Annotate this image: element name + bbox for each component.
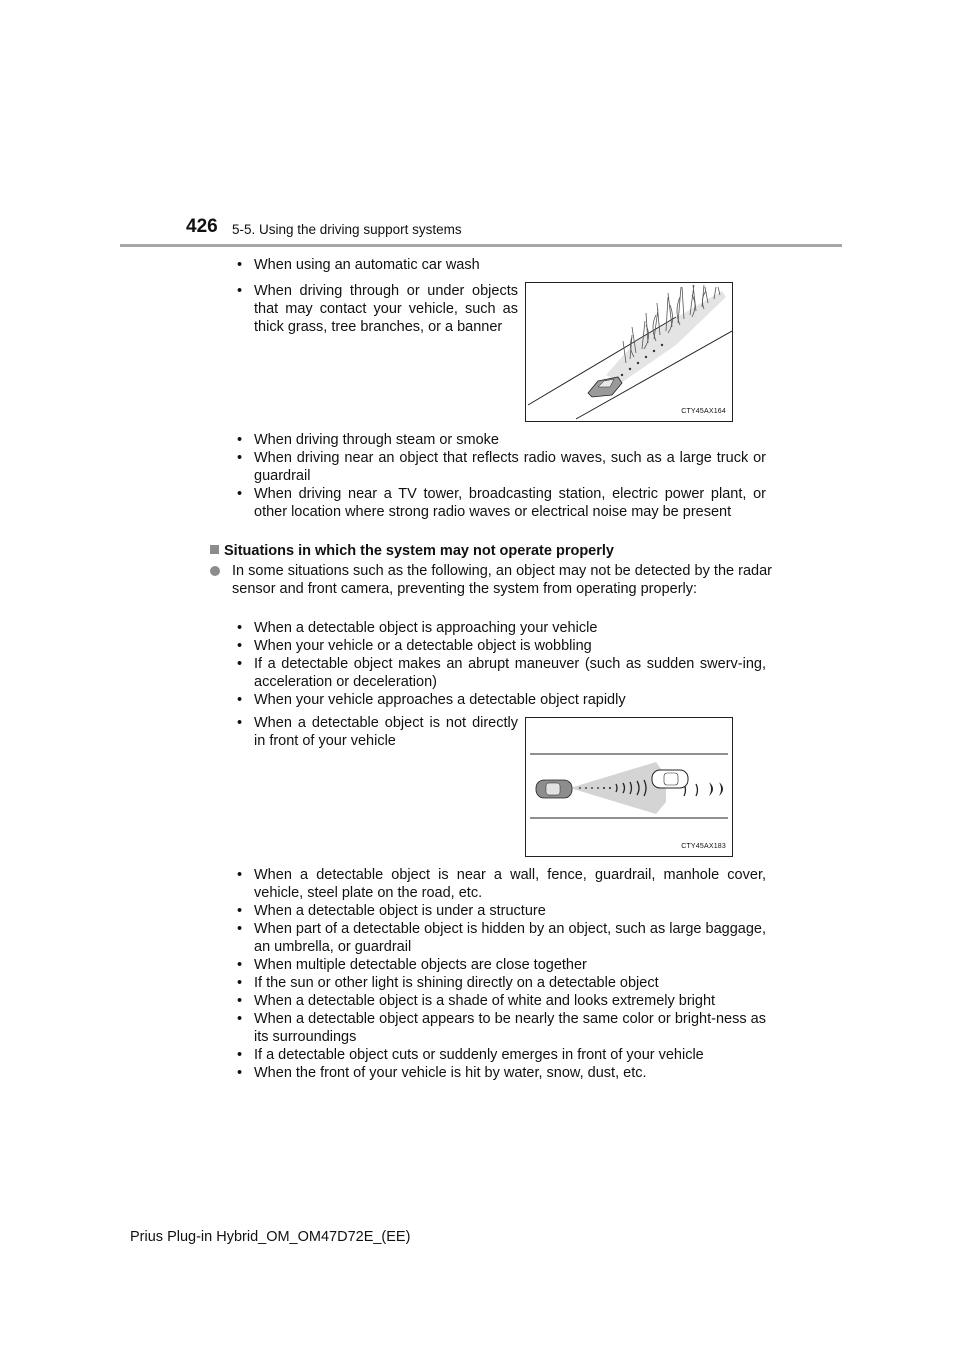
bullet-abrupt: • If a detectable object makes an abrupt maneuver (such as sudden swerv-ing, acceleration or deceleration) bbox=[232, 655, 766, 691]
figure-code: CTY45AX183 bbox=[681, 843, 726, 850]
bullet-approaching: • When a detectable object is approaching your vehicle bbox=[232, 619, 766, 637]
bullet-same-color: • When a detectable object appears to be nearly the same color or bright-ness as its surroundings bbox=[232, 1010, 766, 1046]
figure-grass-banner bbox=[525, 282, 733, 422]
bullet-radio-reflect: • When driving near an object that reflects radio waves, such as a large truck or guardrail bbox=[232, 449, 766, 485]
header-divider bbox=[120, 244, 842, 247]
bullet-under-structure: • When a detectable object is under a structure bbox=[232, 902, 766, 920]
bullet-near-wall: • When a detectable object is near a wall, fence, guardrail, manhole cover, vehicle, steel plate on the road, etc. bbox=[232, 866, 766, 902]
own-car-icon bbox=[536, 780, 572, 798]
bullet-multiple: • When multiple detectable objects are close together bbox=[232, 956, 766, 974]
bullet-banner: • When driving through or under objects that may contact your vehicle, such as thick grass, tree branches, or a banner bbox=[232, 282, 518, 336]
intro-paragraph: In some situations such as the following, an object may not be detected by the radar sensor and front camera, preventing the system from operating properly: bbox=[210, 562, 772, 598]
bullet-white: • When a detectable object is a shade of white and looks extremely bright bbox=[232, 992, 766, 1010]
figure-code: CTY45AX164 bbox=[681, 408, 726, 415]
page-number: 426 bbox=[186, 216, 218, 237]
bullet-water-snow: • When the front of your vehicle is hit by water, snow, dust, etc. bbox=[232, 1064, 766, 1082]
square-bullet-icon bbox=[210, 545, 219, 554]
circle-bullet-icon bbox=[210, 566, 220, 576]
footer-doc-id: Prius Plug-in Hybrid_OM_OM47D72E_(EE) bbox=[130, 1229, 411, 1245]
bullet-wobbling: • When your vehicle or a detectable object is wobbling bbox=[232, 637, 766, 655]
bullet-cuts-in: • If a detectable object cuts or suddenly emerges in front of your vehicle bbox=[232, 1046, 766, 1064]
bullet-steam: • When driving through steam or smoke bbox=[232, 431, 766, 449]
figure-offset-object bbox=[525, 717, 733, 857]
car-icon bbox=[588, 377, 622, 397]
bullet-radio-waves: • When driving near a TV tower, broadcasting station, electric power plant, or other location where strong radio waves or electrical noise may be present bbox=[232, 485, 766, 521]
bullet-rapid: • When your vehicle approaches a detectable object rapidly bbox=[232, 691, 766, 709]
offset-illustration bbox=[526, 718, 732, 856]
section-heading: Situations in which the system may not operate properly bbox=[210, 542, 614, 560]
bullet-sun: • If the sun or other light is shining directly on a detectable object bbox=[232, 974, 766, 992]
target-car-icon bbox=[652, 770, 688, 788]
bullet-car-wash: • When using an automatic car wash bbox=[232, 256, 754, 274]
section-title: 5-5. Using the driving support systems bbox=[232, 222, 462, 237]
grass-illustration bbox=[526, 283, 732, 421]
bullet-not-front: • When a detectable object is not directly in front of your vehicle bbox=[232, 714, 518, 750]
bullet-hidden: • When part of a detectable object is hidden by an object, such as large baggage, an umbrella, or guardrail bbox=[232, 920, 766, 956]
